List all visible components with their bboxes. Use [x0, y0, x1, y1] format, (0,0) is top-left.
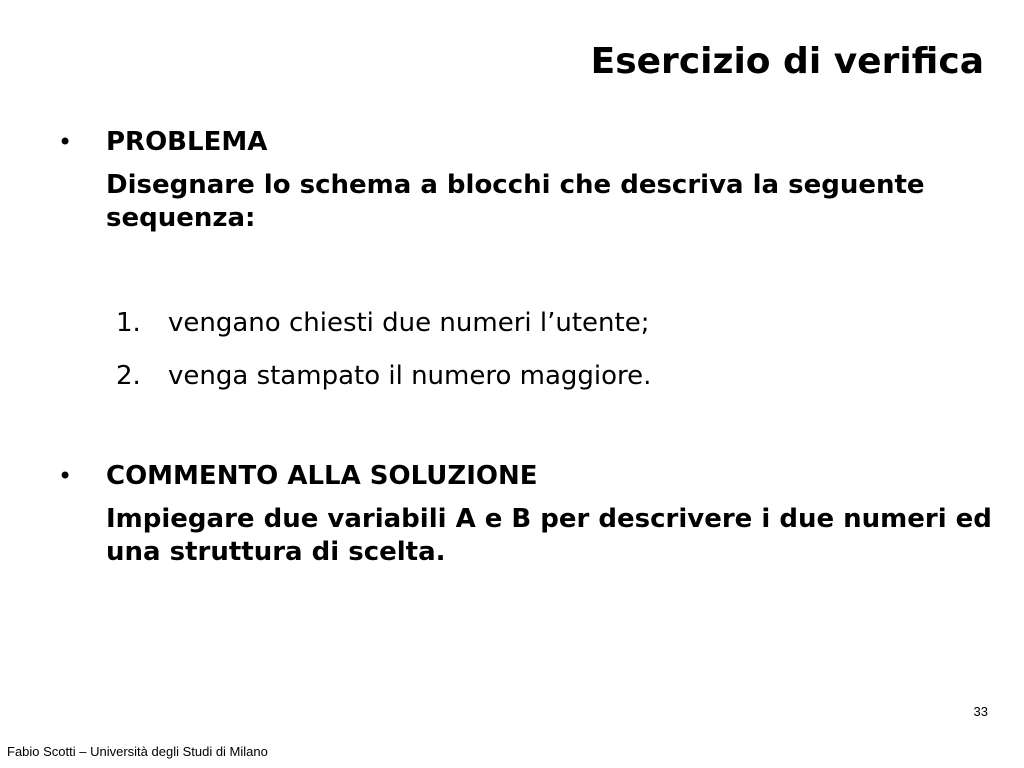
- solution-heading-row: [58, 460, 998, 493]
- bullet-icon: •: [58, 128, 73, 156]
- list-item-number: 1.: [116, 308, 141, 338]
- problem-text: Disegnare lo schema a blocchi che descriva la seguente sequenza:: [106, 169, 925, 234]
- list-item: [116, 359, 651, 393]
- page-number: 33: [973, 704, 988, 719]
- slide-footer: Fabio Scotti – Università degli Studi di Milano: [7, 744, 268, 759]
- solution-text: Impiegare due variabili A e B per descrivere i due numeri ed una struttura di scelta.: [106, 503, 992, 568]
- list-item-text: venga stampato il numero maggiore.: [168, 361, 652, 392]
- solution-comment-section: [58, 460, 998, 570]
- list-item: [116, 306, 651, 340]
- problem-section: [58, 126, 998, 236]
- problem-heading-row: [58, 126, 998, 159]
- list-item-text: vengano chiesti due numeri l’utente;: [168, 308, 650, 338]
- bullet-icon: •: [58, 462, 73, 490]
- sequence-list: [116, 306, 651, 413]
- slide-title: Esercizio di verifica: [590, 41, 984, 82]
- problem-heading: PROBLEMA: [106, 127, 268, 157]
- solution-heading: COMMENTO ALLA SOLUZIONE: [106, 461, 538, 491]
- list-item-number: 2.: [116, 361, 141, 392]
